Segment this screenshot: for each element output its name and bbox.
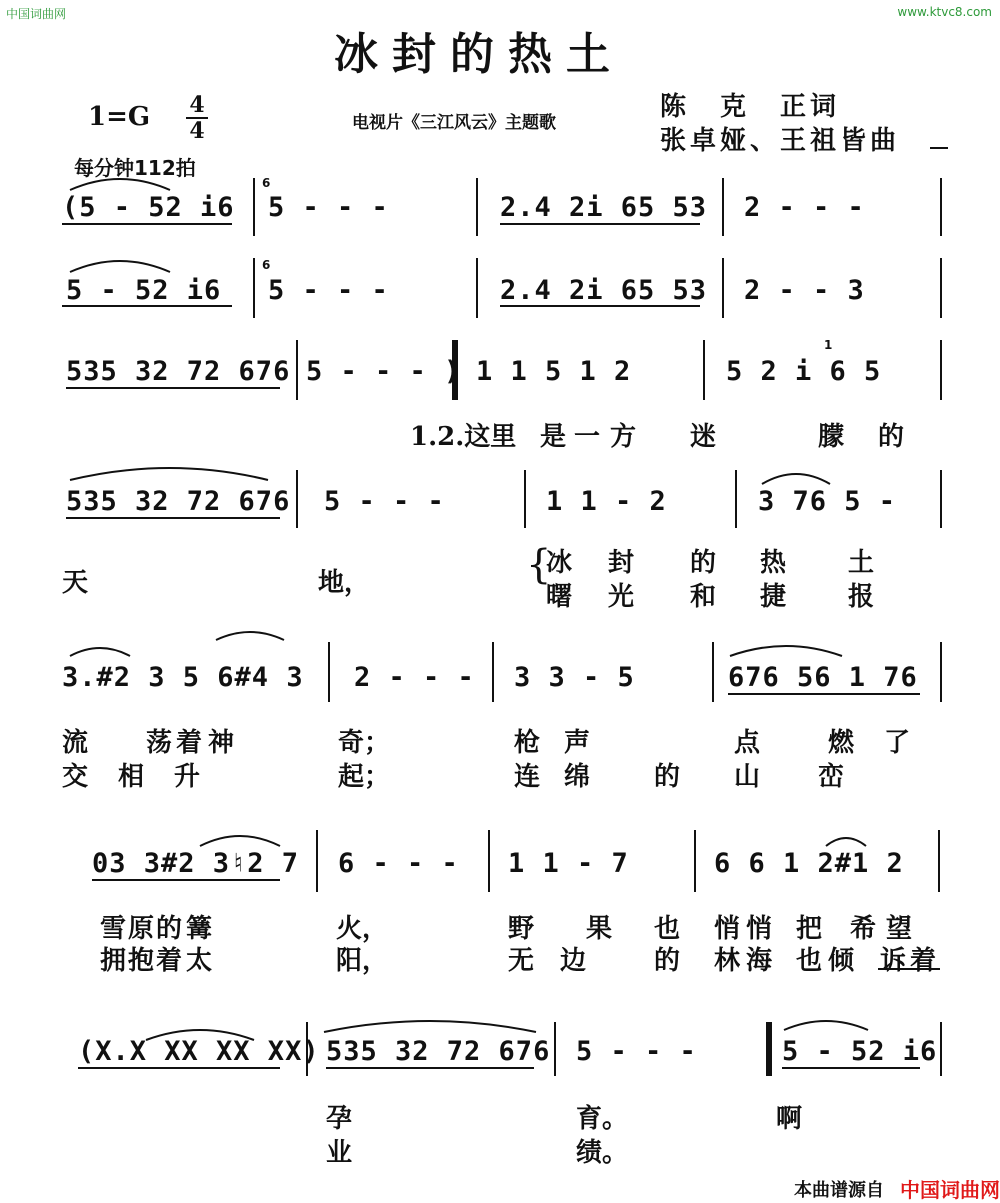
measure: 2.4 2i 65 53 (500, 275, 708, 306)
lyric: 神 (208, 728, 235, 758)
lyric: 燃 (828, 728, 855, 758)
lyric: 地， (318, 568, 371, 598)
measure: 2 - - 3 (744, 275, 865, 306)
measure: 03 3#2 3♮2 7 (92, 848, 300, 879)
lyric: 迷 (690, 422, 717, 452)
lyric: 流 (62, 728, 89, 758)
lyric: 绩。 (576, 1138, 629, 1168)
measure: 2.4 2i 65 53 (500, 192, 708, 223)
lyric: 封 (608, 548, 635, 578)
measure: 6 6 1 2#1 2 (714, 848, 904, 879)
lyric: 光 (608, 582, 635, 612)
lyricist-credit: 陈 克 正词 (660, 92, 841, 122)
lyric: 峦 (818, 762, 845, 792)
lyric: 了 (884, 728, 911, 758)
tempo-marking: 每分钟112拍 (74, 156, 196, 180)
lyric: 绵 (564, 762, 591, 792)
lyric: 篝 (186, 914, 213, 944)
lyric: 升 (174, 762, 201, 792)
measure: 6 - - - (338, 848, 459, 879)
lyric: 边 (560, 946, 587, 976)
lyric: 一 (574, 422, 601, 452)
source-site-link[interactable]: 中国词曲网 (900, 1178, 1000, 1202)
measure: 3.#2 3 5 6#4 3 (62, 662, 304, 693)
measure: 5 - - - (268, 275, 389, 306)
lyric: 交 (62, 762, 89, 792)
measure: 1 1 5 1 2 (476, 356, 632, 387)
time-signature-top: 4 (189, 92, 205, 118)
verse-brace: { (526, 542, 552, 588)
lyric: 连 (514, 762, 541, 792)
lyric: 的 (654, 946, 681, 976)
lyric: 朦 (818, 422, 845, 452)
lyric: 起； (338, 762, 391, 792)
composer-credit: 张卓娅、王祖皆曲 (660, 126, 901, 156)
lyric: 着 (910, 946, 937, 976)
lyric: 山 (734, 762, 761, 792)
key-signature: 1=G (88, 102, 151, 132)
measure: 2 - - - (354, 662, 475, 693)
lyric: 无 (508, 946, 535, 976)
lyric: 冰 (546, 548, 573, 578)
lyric: 育。 (576, 1104, 629, 1134)
lyric: 海 (746, 946, 773, 976)
subtitle: 电视片《三江风云》主题歌 (352, 113, 556, 133)
measure: 3 76 5 - (758, 486, 897, 517)
time-signature-bottom: 4 (189, 118, 205, 144)
lyric: 的 (654, 762, 681, 792)
lyric: 悄 (746, 914, 773, 944)
lyric: 曙 (546, 582, 573, 612)
lyric: 方 (610, 422, 637, 452)
lyric: 点 (734, 728, 761, 758)
measure: (5 - 52 i6 (62, 192, 235, 223)
lyric: 抱 (128, 946, 155, 976)
lyric: 荡 (146, 728, 173, 758)
lyric: 声 (564, 728, 591, 758)
measure: 535 32 72 676 (66, 356, 291, 387)
lyric: 和 (690, 582, 717, 612)
lyric: 也 (796, 946, 823, 976)
lyric: 捷 (760, 582, 787, 612)
lyric: 孕 (326, 1104, 353, 1134)
lyric: 倾 (828, 946, 855, 976)
lyric: 的 (878, 422, 905, 452)
lyric: 相 (118, 762, 145, 792)
lyric: 热 (760, 548, 787, 578)
lyric: 是 (540, 422, 567, 452)
grace-note: 6 (262, 176, 271, 190)
lyric: 也 (654, 914, 681, 944)
lyric: 林 (714, 946, 741, 976)
lyric: 天 (62, 568, 89, 598)
measure: 5 2 i 6 5 (726, 356, 882, 387)
grace-note: 1 (824, 338, 833, 352)
measure: 5 - - - (268, 192, 389, 223)
lyric: 野 (508, 914, 535, 944)
lyric: 1.2.这里 (410, 422, 517, 452)
lyric: 啊 (776, 1104, 803, 1134)
lyric: 原 (128, 914, 155, 944)
measure: 535 32 72 676 (326, 1036, 551, 1067)
lyric: 太 (186, 946, 213, 976)
measure: 5 - 52 i6 (782, 1036, 938, 1067)
measure: 5 - 52 i6 (66, 275, 222, 306)
measure: 2 - - - (744, 192, 865, 223)
lyric: 报 (848, 582, 875, 612)
lyric: 的 (690, 548, 717, 578)
lyric: 雪 (100, 914, 127, 944)
measure: 5 - - - (324, 486, 445, 517)
lyric: 拥 (100, 946, 127, 976)
measure: 3 3 - 5 (514, 662, 635, 693)
lyric: 诉 (880, 946, 907, 976)
measure: 535 32 72 676 (66, 486, 291, 517)
grace-note: 6 (262, 258, 271, 272)
lyric: 悄 (714, 914, 741, 944)
watermark-left: 中国词曲网 (6, 7, 67, 21)
lyric: 阳， (336, 946, 389, 976)
lyric: 业 (326, 1138, 353, 1168)
lyric: 土 (848, 548, 875, 578)
measure: 5 - - - (576, 1036, 697, 1067)
measure: 1 1 - 2 (546, 486, 667, 517)
lyric: 的 (156, 914, 183, 944)
lyric: 着 (156, 946, 183, 976)
measure: 1 1 - 7 (508, 848, 629, 879)
measure: 5 - - - ) (306, 356, 462, 387)
measure: 676 56 1 76 (728, 662, 918, 693)
lyric: 火， (336, 914, 389, 944)
source-label: 本曲谱源自 (794, 1180, 884, 1201)
lyric: 果 (586, 914, 613, 944)
lyric: 着 (176, 728, 203, 758)
lyric: 奇； (338, 728, 391, 758)
measure: (X.X XX XX XX) (78, 1036, 320, 1067)
lyric: 望 (886, 914, 913, 944)
song-title: 冰封的热土 (334, 29, 624, 80)
lyric: 希 (850, 914, 877, 944)
lyric: 把 (796, 914, 823, 944)
lyric: 枪 (514, 728, 541, 758)
watermark-right: www.ktvc8.com (897, 5, 992, 19)
